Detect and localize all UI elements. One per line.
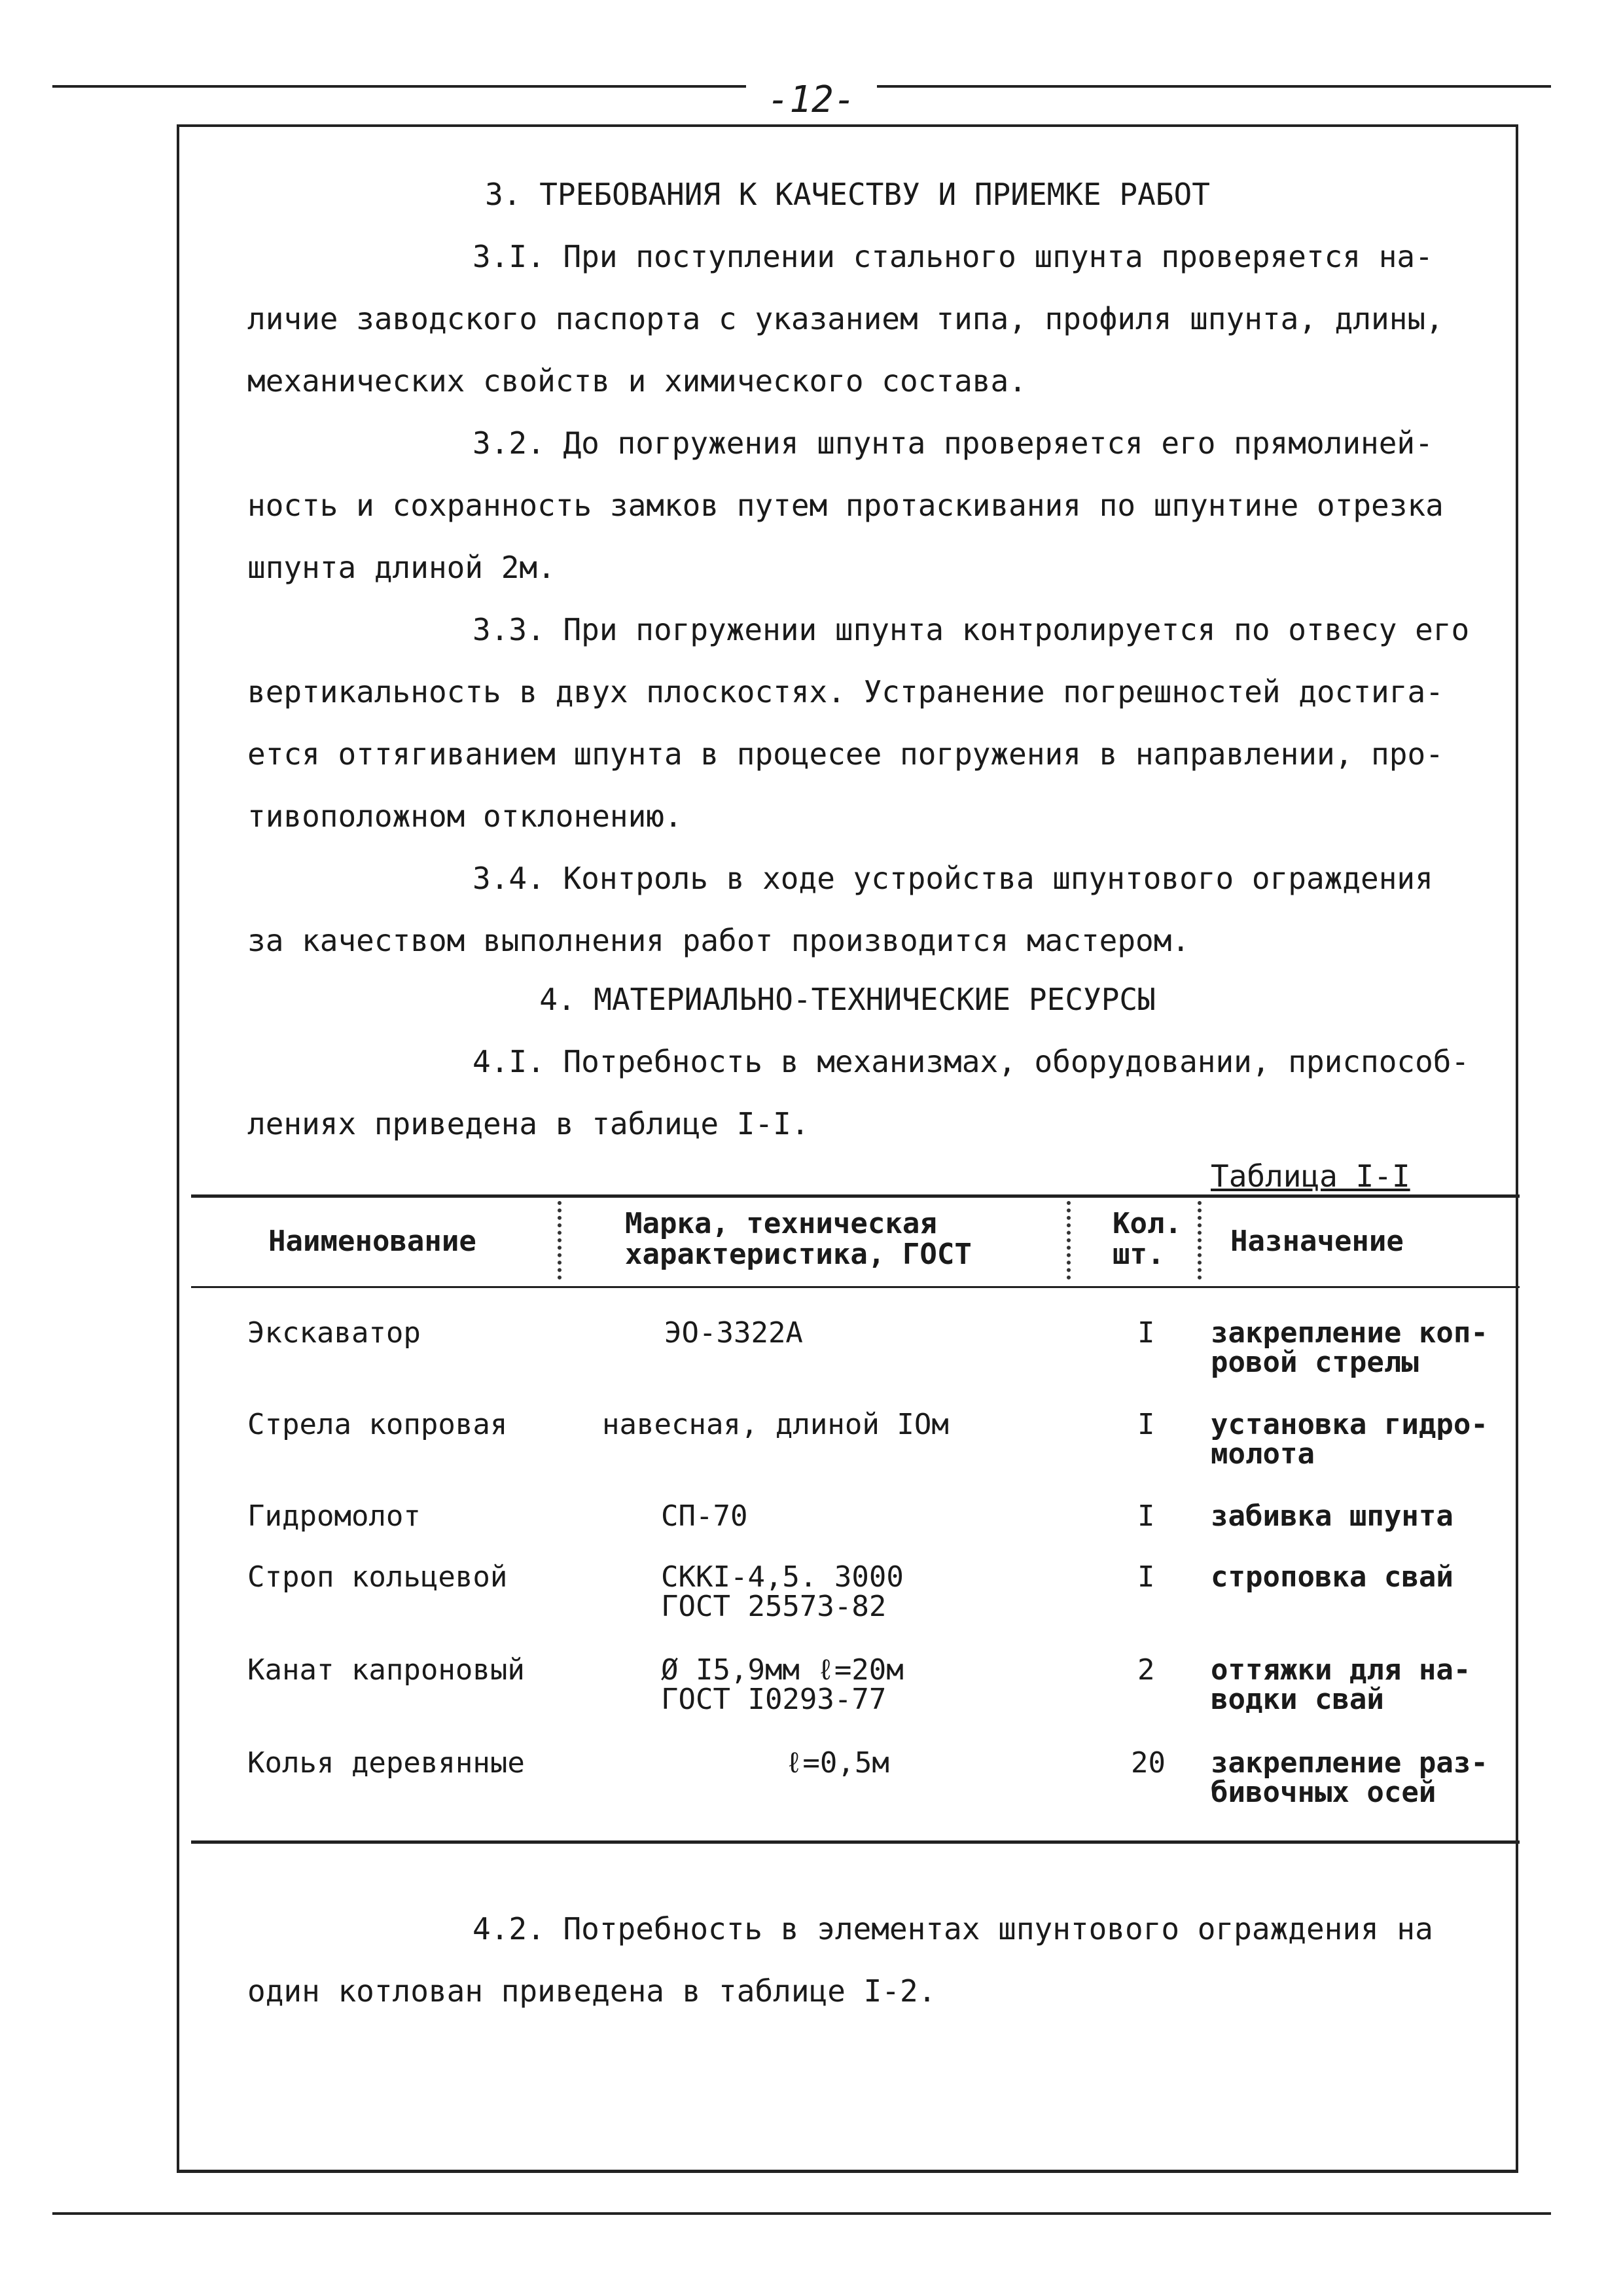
table-cell-purpose: водки свай <box>1211 1683 1384 1716</box>
table-cell-mark: Ø I5,9мм ℓ=20м <box>661 1653 904 1687</box>
table-cell-qty: 2 <box>1137 1653 1155 1687</box>
table-cell-purpose: строповка свай <box>1211 1560 1454 1594</box>
paragraph-line: 3.I. При поступлении стального шпунта проверяется на- <box>473 239 1433 274</box>
table-cell-mark: ГОСТ I0293-77 <box>661 1683 887 1716</box>
table-cell-purpose: бивочных осей <box>1211 1776 1436 1809</box>
paragraph-line: 4.2. Потребность в элементах шпунтового ограждения на <box>473 1911 1433 1946</box>
header-mark-line-1: Марка, техническая <box>625 1207 937 1240</box>
paragraph-line: ность и сохранность замков путем протаскивания по шпунтине отрезка <box>247 488 1444 523</box>
paragraph-line: один котлован приведена в таблице I-2. <box>247 1973 936 2009</box>
table-cell-qty: I <box>1137 1316 1155 1350</box>
header-separator <box>1067 1201 1071 1280</box>
paragraph-line: 4.I. Потребность в механизмах, оборудовании, приспособ- <box>473 1044 1470 1079</box>
paragraph-line: за качеством выполнения работ производится мастером. <box>247 923 1190 958</box>
table-cell-mark: навесная, длиной IОм <box>602 1408 949 1441</box>
table-cell-mark: ГОСТ 25573-82 <box>661 1590 887 1623</box>
section-4-heading: 4. МАТЕРИАЛЬНО-ТЕХНИЧЕСКИЕ РЕСУРСЫ <box>539 982 1156 1017</box>
table-cell-name: Колья деревянные <box>247 1746 525 1780</box>
paragraph-line: 3.3. При погружении шпунта контролируется по отвесу его <box>473 612 1470 647</box>
table-cell-purpose: ровой стрелы <box>1211 1346 1419 1379</box>
table-cell-purpose: оттяжки для на- <box>1211 1653 1471 1687</box>
paragraph-line: лениях приведена в таблице I-I. <box>247 1106 810 1141</box>
paragraph-line: личие заводского паспорта с указанием типа, профиля шпунта, длины, <box>247 301 1444 336</box>
table-cell-mark: ℓ=0,5м <box>785 1746 889 1780</box>
header-mark-line-2: характеристика, ГОСТ <box>625 1238 972 1271</box>
table-cell-name: Строп кольцевой <box>247 1560 508 1594</box>
paragraph-line: тивоположном отклонению. <box>247 798 683 834</box>
table-cell-purpose: установка гидро- <box>1211 1408 1488 1441</box>
section-3-heading: 3. ТРЕБОВАНИЯ К КАЧЕСТВУ И ПРИЕМКЕ РАБОТ <box>485 177 1210 212</box>
header-purpose: Назначение <box>1230 1225 1404 1258</box>
paragraph-line: 3.2. До погружения шпунта проверяется его прямолиней- <box>473 425 1433 461</box>
table-cell-qty: I <box>1137 1560 1155 1594</box>
table-cell-qty: I <box>1137 1408 1155 1441</box>
table-cell-purpose: закрепление коп- <box>1211 1316 1488 1350</box>
table-cell-purpose: закрепление раз- <box>1211 1746 1488 1780</box>
header-separator <box>1198 1201 1202 1280</box>
table-cell-qty: 20 <box>1131 1746 1166 1780</box>
table-cell-mark: ЭО-3322А <box>664 1316 803 1350</box>
paragraph-line: 3.4. Контроль в ходе устройства шпунтового ограждения <box>473 861 1433 896</box>
table-header-rule <box>191 1286 1520 1288</box>
table-top-rule <box>191 1194 1520 1198</box>
paragraph-line: ется оттягиванием шпунта в процесее погружения в направлении, про- <box>247 736 1444 772</box>
table-bottom-rule <box>191 1840 1520 1844</box>
header-name: Наименование <box>268 1225 476 1258</box>
table-cell-mark: СП-70 <box>661 1499 748 1533</box>
header-separator <box>558 1201 562 1280</box>
header-qty-line-2: шт. <box>1113 1238 1165 1271</box>
table-cell-name: Экскаватор <box>247 1316 421 1350</box>
table-cell-qty: I <box>1137 1499 1155 1533</box>
header-qty-line-1: Кол. <box>1113 1207 1182 1240</box>
table-cell-name: Гидромолот <box>247 1499 421 1533</box>
table-cell-purpose: забивка шпунта <box>1211 1499 1454 1533</box>
page-number: -12- <box>746 79 877 121</box>
table-caption: Таблица I-I <box>1211 1158 1410 1194</box>
paragraph-line: механических свойств и химического состава. <box>247 363 1027 399</box>
table-cell-mark: СККI-4,5. 3000 <box>661 1560 904 1594</box>
paragraph-line: шпунта длиной 2м. <box>247 550 556 585</box>
table-cell-name: Канат капроновый <box>247 1653 525 1687</box>
table-cell-purpose: молота <box>1211 1437 1315 1471</box>
bottom-rule <box>52 2212 1551 2215</box>
paragraph-line: вертикальность в двух плоскостях. Устранение погрешностей достига- <box>247 674 1444 709</box>
table-cell-name: Стрела копровая <box>247 1408 508 1441</box>
